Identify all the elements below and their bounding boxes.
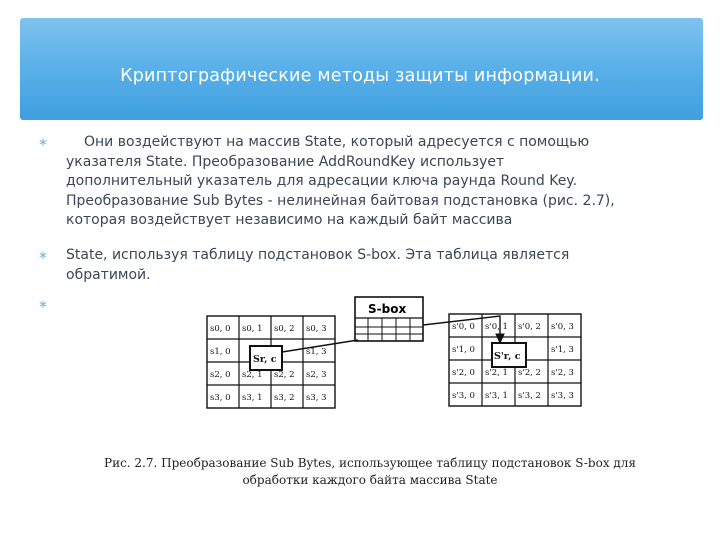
bullet-marker-icon: ∗ — [38, 248, 49, 262]
input-cell: s1, 3 — [306, 347, 327, 357]
input-cell: s0, 1 — [242, 324, 263, 334]
output-cell: s'2, 0 — [452, 368, 475, 378]
output-cell: s'3, 0 — [452, 391, 475, 401]
input-cell: s2, 1 — [242, 370, 263, 380]
output-cell: s'1, 3 — [551, 345, 574, 355]
input-cell: s3, 3 — [306, 393, 327, 403]
input-cell: s3, 1 — [242, 393, 263, 403]
input-cell: s2, 2 — [274, 370, 295, 380]
bullet-text: Они воздействуют на массив State, который адресуется с помощью указателя State. Преобразование AddRoundKey использует дополнительный указатель для адресации ключа раунда Round Key. Преобразование Sub Bytes - нелинейная байтовая подстановка (рис. 2.7), которая воздействует независимо на каждый байт массива — [66, 134, 615, 228]
output-cell: s'1, 0 — [452, 345, 475, 355]
output-cell: s'0, 2 — [518, 322, 541, 332]
output-cell: s'2, 3 — [551, 368, 574, 378]
input-cell: s1, 0 — [210, 347, 231, 357]
input-cell: s0, 3 — [306, 324, 327, 334]
figure-caption: Рис. 2.7. Преобразование Sub Bytes, использующее таблицу подстановок S-box для обработки каждого байта массива State — [104, 456, 636, 487]
input-cell: s3, 0 — [210, 393, 231, 403]
output-cell: s'0, 0 — [452, 322, 475, 332]
input-cell: s2, 0 — [210, 370, 231, 380]
input-cell: s0, 0 — [210, 324, 231, 334]
input-cell: s0, 2 — [274, 324, 295, 334]
output-highlight-cell: S'r, c — [494, 351, 521, 362]
sbox-label: S-box — [368, 302, 407, 316]
bullet-marker-icon: ∗ — [38, 297, 49, 311]
bullet-marker-icon: ∗ — [38, 135, 49, 149]
output-cell: s'2, 1 — [485, 368, 508, 378]
input-cell: s2, 3 — [306, 370, 327, 380]
output-cell: s'2, 2 — [518, 368, 541, 378]
slide-title: Криптографические методы защиты информации. — [120, 66, 600, 86]
bullet-text: State, используя таблицу подстановок S-box. Эта таблица является обратимой. — [66, 247, 570, 283]
input-highlight-cell: Sr, c — [253, 354, 277, 365]
output-cell: s'0, 3 — [551, 322, 574, 332]
input-cell: s3, 2 — [274, 393, 295, 403]
output-cell: s'3, 3 — [551, 391, 574, 401]
output-cell: s'3, 1 — [485, 391, 508, 401]
output-cell: s'0, 1 — [485, 322, 508, 332]
output-cell: s'3, 2 — [518, 391, 541, 401]
